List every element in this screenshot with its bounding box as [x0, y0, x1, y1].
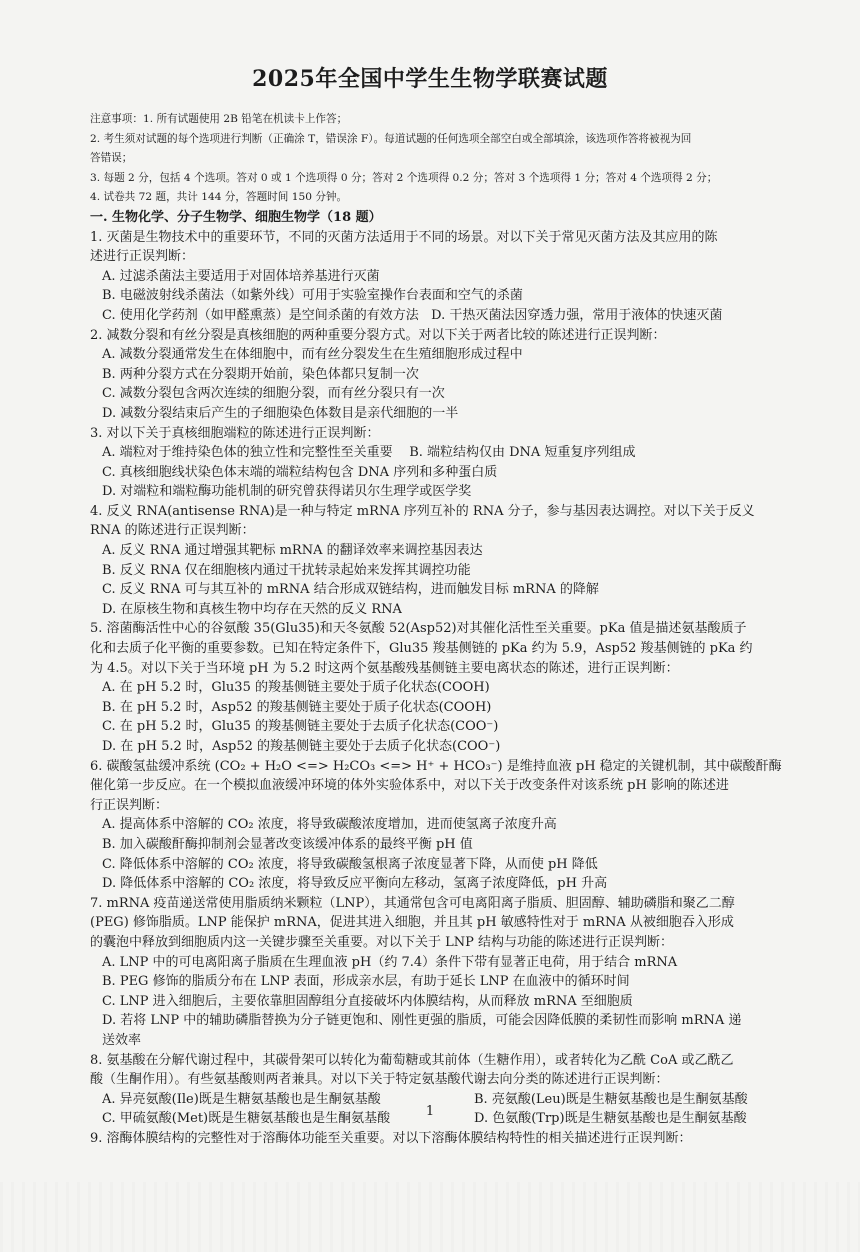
option-c: C. LNP 进入细胞后，主要依靠胆固醇组分直接破坏内体膜结构，从而释放 mRNA 至细胞质 — [102, 993, 633, 1009]
question-stem: 9. 溶酶体膜结构的完整性对于溶酶体功能至关重要。对以下溶酶体膜结构特性的相关描述进行正误判断： — [90, 1130, 692, 1146]
option-b: B. 在 pH 5.2 时，Asp52 的羧基侧链主要处于质子化状态(COOH) — [102, 699, 492, 715]
note-line: 3. 每题 2 分，包括 4 个选项。答对 0 或 1 个选项得 0 分；答对 2 个选项得 0.2 分；答对 3 个选项得 1 分；答对 4 个选项得 2 分； — [90, 171, 718, 184]
option-d: D. 干热灭菌法因穿透力强，常用于液体的快速灭菌 — [431, 307, 723, 323]
question-stem: 8. 氨基酸在分解代谢过程中，其碳骨架可以转化为葡萄糖或其前体（生糖作用），或者转化为乙酰 CoA 或乙酰乙 — [90, 1052, 734, 1068]
option-d: D. 对端粒和端粒酶功能机制的研究曾获得诺贝尔生理学或医学奖 — [102, 484, 472, 500]
option-a: A. 异亮氨酸(Ile)既是生糖氨基酸也是生酮氨基酸 — [102, 1091, 381, 1107]
question-stem: 化和去质子化平衡的重要参数。已知在特定条件下，Glu35 羧基侧链的 pKa 约为 5.9，Asp52 羧基侧链的 pKa 约 — [90, 641, 753, 657]
section-heading: 一. 生物化学、分子生物学、细胞生物学（18 题） — [90, 209, 382, 225]
question-stem: 4. 反义 RNA(antisense RNA)是一种与特定 mRNA 序列互补的 RNA 分子，参与基因表达调控。对以下关于反义 — [90, 503, 755, 519]
note-line: 答错误； — [90, 152, 133, 165]
question-stem: 催化第一步反应。在一个模拟血液缓冲环境的体外实验体系中，对以下关于改变条件对该系统 pH 影响的陈述进 — [90, 778, 729, 794]
question-stem: 2. 减数分裂和有丝分裂是真核细胞的两种重要分裂方式。对以下关于两者比较的陈述进行正误判断： — [90, 327, 666, 343]
option-b: B. PEG 修饰的脂质分布在 LNP 表面，形成亲水层，有助于延长 LNP 在血液中的循环时间 — [102, 974, 630, 990]
question-stem: 7. mRNA 疫苗递送常使用脂质纳米颗粒（LNP），其通常包含可电离阳离子脂质、胆固醇、辅助磷脂和聚乙二醇 — [90, 895, 735, 911]
option-a: A. LNP 中的可电离阳离子脂质在生理血液 pH（约 7.4）条件下带有显著正电荷，用于结合 mRNA — [102, 954, 678, 970]
question-stem: 行正误判断： — [90, 797, 169, 813]
option-d: D. 色氨酸(Trp)既是生糖氨基酸也是生酮氨基酸 — [474, 1111, 747, 1127]
option-b: B. 亮氨酸(Leu)既是生糖氨基酸也是生酮氨基酸 — [474, 1091, 748, 1107]
option-c: C. 真核细胞线状染色体末端的端粒结构包含 DNA 序列和多种蛋白质 — [102, 464, 498, 480]
option-b: B. 两种分裂方式在分裂期开始前，染色体都只复制一次 — [102, 366, 419, 382]
option-b: B. 反义 RNA 仅在细胞核内通过干扰转录起始来发挥其调控功能 — [102, 562, 471, 578]
option-c: C. 减数分裂包含两次连续的细胞分裂，而有丝分裂只有一次 — [102, 386, 445, 402]
question-stem: 5. 溶菌酶活性中心的谷氨酸 35(Glu35)和天冬氨酸 52(Asp52)对其催化活性至关重要。pKa 值是描述氨基酸质子 — [90, 621, 747, 637]
question-stem: 酸（生酮作用）。有些氨基酸则两者兼具。对以下关于特定氨基酸代谢去向分类的陈述进行正误判断： — [90, 1072, 669, 1088]
question-stem: (PEG) 修饰脂质。LNP 能保护 mRNA，促进其进入细胞，并且其 pH 敏感特性对于 mRNA 从被细胞吞入形成 — [90, 915, 734, 931]
page-title: 2025年全国中学生生物学联赛试题 — [252, 66, 608, 92]
option-b: B. 端粒结构仅由 DNA 短重复序列组成 — [409, 445, 636, 461]
option-d: D. 若将 LNP 中的辅助磷脂替换为分子链更饱和、刚性更强的脂质，可能会因降低膜的柔韧性而影响 mRNA 递 — [102, 1013, 742, 1029]
option-d: D. 在 pH 5.2 时，Asp52 的羧基侧链主要处于去质子化状态(COO⁻) — [102, 739, 501, 754]
option-d-continued: 送效率 — [102, 1032, 142, 1048]
exam-content — [90, 110, 790, 1148]
option-a: A. 反义 RNA 通过增强其靶标 mRNA 的翻译效率来调控基因表达 — [102, 543, 483, 559]
option-b: B. 电磁波射线杀菌法（如紫外线）可用于实验室操作台表面和空气的杀菌 — [102, 288, 523, 304]
option-c: C. 甲硫氨酸(Met)既是生糖氨基酸也是生酮氨基酸 — [102, 1111, 391, 1127]
note-line: 4. 试卷共 72 题，共计 144 分，答题时间 150 分钟。 — [90, 191, 348, 204]
option-a: A. 提高体系中溶解的 CO₂ 浓度，将导致碳酸浓度增加，进而使氢离子浓度升高 — [102, 817, 557, 833]
option-c: C. 反义 RNA 可与其互补的 mRNA 结合形成双链结构，进而触发目标 mRNA 的降解 — [102, 582, 599, 598]
option-d: D. 减数分裂结束后产生的子细胞染色体数目是亲代细胞的一半 — [102, 405, 459, 421]
option-c: C. 降低体系中溶解的 CO₂ 浓度，将导致碳酸氢根离子浓度显著下降，从而使 pH 降低 — [102, 856, 598, 872]
question-stem: 1. 灭菌是生物技术中的重要环节，不同的灭菌方法适用于不同的场景。对以下关于常见灭菌方法及其应用的陈 — [90, 229, 718, 245]
note-line: 注意事项：1. 所有试题使用 2B 铅笔在机读卡上作答； — [90, 113, 348, 125]
option-a: A. 过滤杀菌法主要适用于对固体培养基进行灭菌 — [102, 268, 380, 284]
question-stem: 为 4.5。对以下关于当环境 pH 为 5.2 时这两个氨基酸残基侧链主要电离状态的陈述，进行正误判断： — [90, 660, 679, 676]
option-a: A. 减数分裂通常发生在体细胞中，而有丝分裂发生在生殖细胞形成过程中 — [102, 347, 523, 363]
option-d: D. 降低体系中溶解的 CO₂ 浓度，将导致反应平衡向左移动，氢离子浓度降低，pH 升高 — [102, 876, 608, 892]
question-stem: 的囊泡中释放到细胞质内这一关键步骤至关重要。对以下关于 LNP 结构与功能的陈述进行正误判断： — [90, 934, 674, 950]
option-d: D. 在原核生物和真核生物中均存在天然的反义 RNA — [102, 601, 402, 617]
option-c: C. 使用化学药剂（如甲醛熏蒸）是空间杀菌的有效方法 — [102, 307, 419, 323]
page-number: 1 — [425, 1104, 435, 1119]
scan-noise — [0, 1182, 860, 1252]
option-b: B. 加入碳酸酐酶抑制剂会显著改变该缓冲体系的最终平衡 pH 值 — [102, 836, 473, 852]
question-stem: 述进行正误判断： — [90, 249, 195, 265]
question-stem: 6. 碳酸氢盐缓冲系统 (CO₂ + H₂O <=> H₂CO₃ <=> H⁺ + HCO₃⁻) 是维持血液 pH 稳定的关键机制，其中碳酸酐酶 — [90, 758, 782, 774]
option-c: C. 在 pH 5.2 时，Glu35 的羧基侧链主要处于去质子化状态(COO⁻) — [102, 719, 499, 735]
option-a: A. 端粒对于维持染色体的独立性和完整性至关重要 — [102, 445, 393, 461]
option-row — [90, 443, 790, 463]
option-a: A. 在 pH 5.2 时，Glu35 的羧基侧链主要处于质子化状态(COOH) — [102, 680, 490, 696]
option-row — [90, 306, 790, 326]
question-stem: RNA 的陈述进行正误判断： — [90, 523, 255, 539]
question-stem: 3. 对以下关于真核细胞端粒的陈述进行正误判断： — [90, 425, 380, 441]
note-line: 2. 考生须对试题的每个选项进行判断（正确涂 T，错误涂 F）。每道试题的任何选项全部空白或全部填涂，该选项作答将被视为回 — [90, 132, 692, 145]
